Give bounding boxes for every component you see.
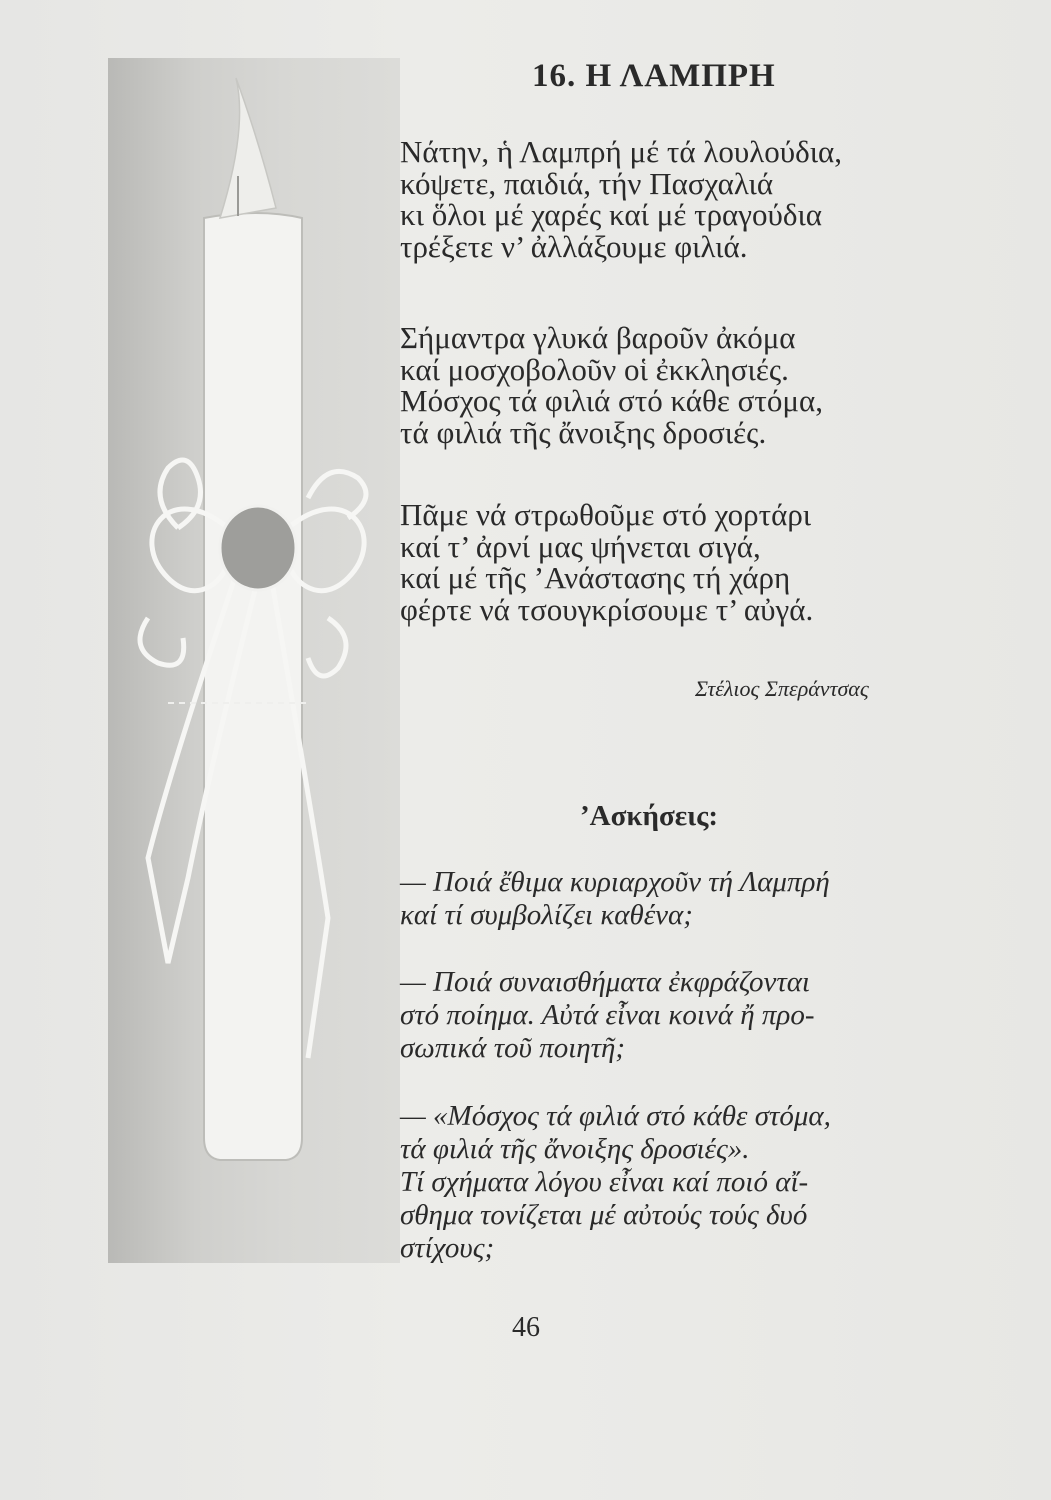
exercise-item-1	[400, 866, 948, 932]
poem-line: Σήμαντρα γλυκά βαροῦν ἀκόμα	[400, 320, 796, 355]
exercise-line: σθημα τονίζεται μέ αὐτούς τούς δυό	[400, 1199, 808, 1231]
poem-line: καί μέ τῆς ’Ανάστασης τή χάρη	[400, 560, 791, 595]
exercise-line: — «Μόσχος τά φιλιά στό κάθε στόμα,	[400, 1100, 831, 1132]
poem-line: Νάτην, ἡ Λαμπρή μέ τά λουλούδια,	[400, 134, 843, 169]
poem-line: Πᾶμε νά στρωθοῦμε στό χορτάρι	[400, 497, 812, 532]
exercise-line: Τί σχήματα λόγου εἶναι καί ποιό αἴ-	[400, 1166, 809, 1198]
poem-line: φέρτε νά τσουγκρίσουμε τ’ αὐγά.	[400, 591, 814, 627]
poem-stanza-1	[400, 136, 1000, 262]
exercise-line: καί τί συμβολίζει καθένα;	[400, 899, 693, 931]
poem-line: Μόσχος τά φιλιά στό κάθε στόμα,	[400, 383, 823, 418]
exercise-line: τά φιλιά τῆς ἄνοιξης δροσιές».	[400, 1133, 750, 1165]
exercise-item-3	[400, 1100, 948, 1265]
poem-line: κόψετε, παιδιά, τήν Πασχαλιά	[400, 165, 774, 201]
exercises-heading: ’Ασκήσεις:	[580, 800, 718, 832]
exercise-line: στό ποίημα. Αὐτά εἶναι κοινά ἤ προ-	[400, 999, 815, 1031]
exercise-line: — Ποιά ἔθιμα κυριαρχοῦν τή Λαμπρή	[400, 866, 830, 898]
poem-title: 16. Η ΛΑΜΠΡΗ	[532, 58, 776, 94]
exercise-line: σωπικά τοῦ ποιητῆ;	[400, 1032, 626, 1064]
bow-knot-icon	[220, 506, 296, 590]
candle-ribbon-drawing	[108, 58, 400, 1263]
poem-stanza-3	[400, 499, 1000, 625]
poem-line: κι ὅλοι μέ χαρές καί μέ τραγούδια	[400, 197, 823, 232]
poem-line: τρέξετε ν’ ἀλλάξουμε φιλιά.	[400, 228, 748, 264]
poem-author: Στέλιος Σπεράντσας	[695, 676, 869, 701]
poem-line: καί τ’ ἀρνί μας ψήνεται σιγά,	[400, 528, 761, 564]
page-number: 46	[512, 1312, 540, 1343]
poem-line: καί μοσχοβολοῦν οἱ ἐκκλησιές.	[400, 351, 789, 387]
exercise-line: στίχους;	[400, 1232, 495, 1264]
flame-icon	[220, 78, 276, 218]
poem-stanza-2	[400, 322, 1000, 448]
exercise-item-2	[400, 966, 948, 1065]
exercise-line: — Ποιά συναισθήματα ἐκφράζονται	[400, 966, 810, 998]
easter-candle-illustration	[108, 58, 400, 1263]
poem-line: τά φιλιά τῆς ἄνοιξης δροσιές.	[400, 414, 767, 450]
